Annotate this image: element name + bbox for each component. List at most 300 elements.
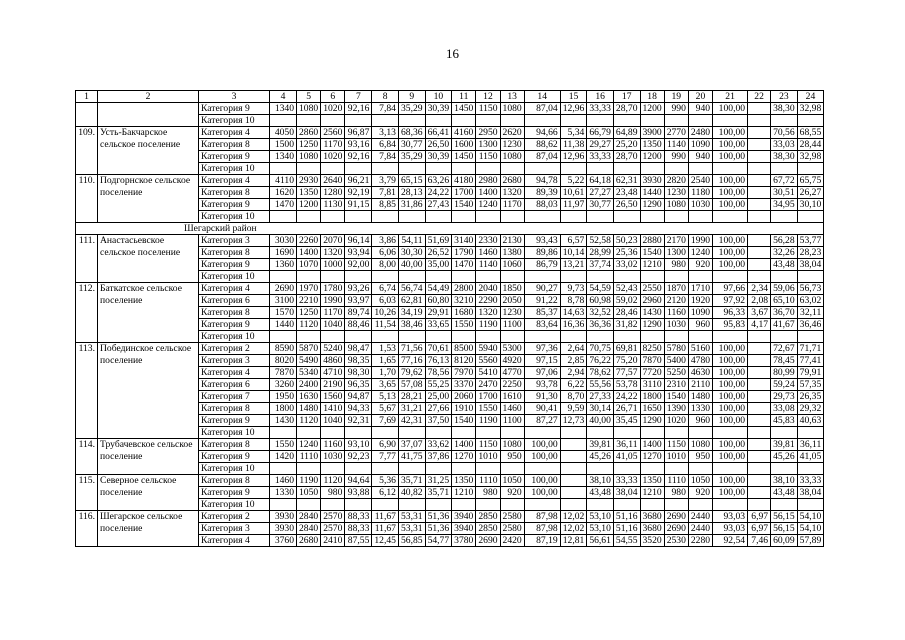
value-cell: 1440 xyxy=(270,319,297,331)
value-cell xyxy=(500,163,524,175)
value-cell: 2690 xyxy=(270,283,297,295)
value-cell xyxy=(476,211,500,223)
value-cell xyxy=(524,211,560,223)
value-cell: 2210 xyxy=(297,295,321,307)
value-cell: 4710 xyxy=(321,367,345,379)
value-cell: 27,33 xyxy=(587,391,614,403)
settlement-name: Усть-Бакчарское сельское поселение xyxy=(98,127,199,175)
value-cell: 1,70 xyxy=(372,367,399,379)
value-cell: 1080 xyxy=(664,199,688,211)
value-cell xyxy=(713,463,748,475)
category-cell: Категория 8 xyxy=(199,307,270,319)
value-cell: 87,04 xyxy=(524,151,560,163)
value-cell xyxy=(524,331,560,343)
value-cell xyxy=(640,163,664,175)
value-cell xyxy=(587,499,614,511)
value-cell: 1300 xyxy=(664,247,688,259)
value-cell: 100,00 xyxy=(524,475,560,487)
value-cell: 2440 xyxy=(688,523,712,535)
value-cell xyxy=(748,355,771,367)
value-cell: 54,77 xyxy=(425,535,452,547)
value-cell: 1400 xyxy=(452,439,476,451)
value-cell xyxy=(613,271,640,283)
table-row xyxy=(76,283,824,295)
value-cell xyxy=(640,115,664,127)
value-cell: 97,36 xyxy=(524,343,560,355)
value-cell: 7,84 xyxy=(372,151,399,163)
value-cell: 1430 xyxy=(640,307,664,319)
value-cell xyxy=(664,331,688,343)
value-cell: 63,26 xyxy=(425,175,452,187)
value-cell: 78,56 xyxy=(425,367,452,379)
value-cell xyxy=(270,115,297,127)
value-cell xyxy=(797,115,824,127)
category-cell: Категория 8 xyxy=(199,247,270,259)
value-cell: 5240 xyxy=(321,343,345,355)
value-cell xyxy=(425,331,452,343)
value-cell: 1150 xyxy=(476,151,500,163)
value-cell: 12,96 xyxy=(560,151,587,163)
value-cell xyxy=(452,331,476,343)
value-cell: 89,86 xyxy=(524,247,560,259)
value-cell xyxy=(321,271,345,283)
value-cell: 31,25 xyxy=(425,475,452,487)
value-cell: 1360 xyxy=(270,259,297,271)
value-cell: 77,57 xyxy=(613,367,640,379)
value-cell xyxy=(345,331,372,343)
value-cell: 12,02 xyxy=(560,523,587,535)
value-cell: 1610 xyxy=(500,391,524,403)
value-cell: 2280 xyxy=(688,535,712,547)
value-cell xyxy=(797,211,824,223)
value-cell: 24,22 xyxy=(613,391,640,403)
value-cell xyxy=(688,463,712,475)
value-cell: 1700 xyxy=(452,187,476,199)
value-cell: 2840 xyxy=(297,511,321,523)
value-cell: 8120 xyxy=(452,355,476,367)
value-cell: 10,14 xyxy=(560,247,587,259)
value-cell xyxy=(524,499,560,511)
value-cell: 1010 xyxy=(476,451,500,463)
value-cell: 41,67 xyxy=(771,319,798,331)
header-cell: 16 xyxy=(587,91,614,103)
header-cell: 9 xyxy=(398,91,425,103)
value-cell xyxy=(748,127,771,139)
value-cell: 1010 xyxy=(664,451,688,463)
value-cell: 1140 xyxy=(476,259,500,271)
value-cell xyxy=(398,499,425,511)
value-cell xyxy=(524,271,560,283)
value-cell: 100,00 xyxy=(713,151,748,163)
value-cell: 24,22 xyxy=(425,187,452,199)
value-cell xyxy=(587,211,614,223)
value-cell: 97,92 xyxy=(713,295,748,307)
value-cell: 11,54 xyxy=(372,319,399,331)
district-title: Шегарский район xyxy=(76,223,824,235)
value-cell xyxy=(452,115,476,127)
value-cell xyxy=(476,163,500,175)
value-cell: 1100 xyxy=(500,415,524,427)
district-row xyxy=(76,223,824,235)
header-row xyxy=(76,91,824,103)
value-cell: 53,31 xyxy=(398,511,425,523)
value-cell xyxy=(613,463,640,475)
value-cell: 28,99 xyxy=(587,247,614,259)
value-cell: 2070 xyxy=(321,235,345,247)
value-cell: 1990 xyxy=(321,295,345,307)
value-cell xyxy=(613,331,640,343)
value-cell xyxy=(500,427,524,439)
value-cell: 38,10 xyxy=(587,475,614,487)
value-cell: 38,04 xyxy=(613,487,640,499)
value-cell: 30,77 xyxy=(398,139,425,151)
value-cell xyxy=(560,463,587,475)
value-cell: 2410 xyxy=(321,535,345,547)
value-cell: 88,03 xyxy=(524,199,560,211)
value-cell: 2330 xyxy=(476,235,500,247)
value-cell: 8,85 xyxy=(372,199,399,211)
value-cell xyxy=(713,115,748,127)
value-cell: 1030 xyxy=(321,451,345,463)
value-cell: 29,32 xyxy=(797,403,824,415)
value-cell xyxy=(664,163,688,175)
value-cell: 88,33 xyxy=(345,511,372,523)
value-cell: 100,00 xyxy=(713,187,748,199)
value-cell xyxy=(771,331,798,343)
value-cell: 2850 xyxy=(476,511,500,523)
value-cell: 42,31 xyxy=(398,415,425,427)
value-cell xyxy=(587,427,614,439)
value-cell: 3930 xyxy=(270,523,297,535)
value-cell xyxy=(688,331,712,343)
value-cell: 11,97 xyxy=(560,199,587,211)
value-cell xyxy=(664,271,688,283)
value-cell xyxy=(425,427,452,439)
value-cell: 33,33 xyxy=(613,475,640,487)
value-cell xyxy=(748,151,771,163)
header-cell: 19 xyxy=(664,91,688,103)
value-cell: 35,45 xyxy=(613,415,640,427)
value-cell: 40,00 xyxy=(398,259,425,271)
value-cell: 45,83 xyxy=(771,415,798,427)
value-cell: 8020 xyxy=(270,355,297,367)
value-cell: 87,04 xyxy=(524,103,560,115)
value-cell: 1230 xyxy=(664,187,688,199)
value-cell: 1600 xyxy=(452,139,476,151)
value-cell: 30,39 xyxy=(425,151,452,163)
value-cell xyxy=(748,439,771,451)
value-cell: 2570 xyxy=(321,511,345,523)
value-cell xyxy=(398,331,425,343)
value-cell: 1060 xyxy=(500,259,524,271)
header-cell: 1 xyxy=(76,91,98,103)
value-cell: 1080 xyxy=(500,103,524,115)
value-cell: 990 xyxy=(664,151,688,163)
value-cell: 5300 xyxy=(500,343,524,355)
value-cell: 1330 xyxy=(688,403,712,415)
value-cell xyxy=(500,211,524,223)
value-cell: 64,18 xyxy=(587,175,614,187)
header-cell: 18 xyxy=(640,91,664,103)
value-cell xyxy=(524,427,560,439)
value-cell: 1410 xyxy=(321,403,345,415)
header-cell: 12 xyxy=(476,91,500,103)
value-cell: 70,61 xyxy=(425,343,452,355)
value-cell: 36,11 xyxy=(797,439,824,451)
value-cell xyxy=(372,331,399,343)
value-cell: 2540 xyxy=(688,175,712,187)
value-cell: 8,70 xyxy=(560,391,587,403)
value-cell: 30,30 xyxy=(398,247,425,259)
value-cell: 1290 xyxy=(640,319,664,331)
value-cell: 100,00 xyxy=(713,487,748,499)
settlement-number: 114. xyxy=(76,439,98,475)
value-cell: 6,97 xyxy=(748,511,771,523)
value-cell: 1970 xyxy=(297,283,321,295)
value-cell: 28,23 xyxy=(797,247,824,259)
value-cell: 7,46 xyxy=(748,535,771,547)
value-cell: 960 xyxy=(688,319,712,331)
header-cell: 23 xyxy=(771,91,798,103)
value-cell: 4630 xyxy=(688,367,712,379)
table-row xyxy=(76,127,824,139)
value-cell: 51,36 xyxy=(425,523,452,535)
value-cell: 34,19 xyxy=(398,307,425,319)
value-cell: 3,86 xyxy=(372,235,399,247)
table-row xyxy=(76,235,824,247)
value-cell xyxy=(688,427,712,439)
settlement-name: Северное сельское поселение xyxy=(98,475,199,511)
value-cell xyxy=(524,163,560,175)
value-cell: 1300 xyxy=(476,139,500,151)
value-cell: 36,46 xyxy=(797,319,824,331)
category-cell: Категория 10 xyxy=(199,463,270,475)
value-cell xyxy=(664,499,688,511)
value-cell xyxy=(587,463,614,475)
category-cell: Категория 9 xyxy=(199,103,270,115)
category-cell: Категория 8 xyxy=(199,403,270,415)
value-cell: 1570 xyxy=(270,307,297,319)
value-cell xyxy=(748,463,771,475)
value-cell: 5940 xyxy=(476,343,500,355)
value-cell: 70,75 xyxy=(587,343,614,355)
value-cell: 10,61 xyxy=(560,187,587,199)
value-cell xyxy=(560,439,587,451)
settlement-name xyxy=(98,103,199,127)
value-cell xyxy=(640,331,664,343)
value-cell: 3370 xyxy=(452,379,476,391)
value-cell: 40,63 xyxy=(797,415,824,427)
value-cell: 45,26 xyxy=(771,451,798,463)
value-cell: 38,30 xyxy=(771,103,798,115)
value-cell: 77,41 xyxy=(797,355,824,367)
value-cell: 40,00 xyxy=(587,415,614,427)
category-cell: Категория 9 xyxy=(199,415,270,427)
settlement-name: Шегарское сельское поселение xyxy=(98,511,199,547)
value-cell: 62,31 xyxy=(613,175,640,187)
value-cell: 1690 xyxy=(270,247,297,259)
value-cell xyxy=(476,115,500,127)
category-cell: Категория 9 xyxy=(199,259,270,271)
value-cell xyxy=(748,379,771,391)
value-cell xyxy=(771,271,798,283)
category-cell: Категория 10 xyxy=(199,499,270,511)
category-cell: Категория 4 xyxy=(199,175,270,187)
value-cell: 92,00 xyxy=(345,259,372,271)
value-cell: 79,91 xyxy=(797,367,824,379)
value-cell: 1400 xyxy=(640,439,664,451)
value-cell xyxy=(640,427,664,439)
value-cell: 92,54 xyxy=(713,535,748,547)
value-cell xyxy=(345,271,372,283)
value-cell: 53,10 xyxy=(587,523,614,535)
value-cell: 1320 xyxy=(321,247,345,259)
value-cell: 2060 xyxy=(452,391,476,403)
value-cell: 33,33 xyxy=(797,475,824,487)
value-cell: 1020 xyxy=(321,151,345,163)
value-cell xyxy=(297,163,321,175)
value-cell: 1550 xyxy=(476,403,500,415)
value-cell xyxy=(270,331,297,343)
value-cell: 1910 xyxy=(452,403,476,415)
value-cell xyxy=(664,211,688,223)
value-cell: 57,89 xyxy=(797,535,824,547)
value-cell: 6,57 xyxy=(560,235,587,247)
value-cell: 29,27 xyxy=(587,139,614,151)
value-cell: 1460 xyxy=(476,247,500,259)
value-cell: 3940 xyxy=(452,523,476,535)
value-cell: 2310 xyxy=(664,379,688,391)
value-cell: 5,36 xyxy=(372,475,399,487)
value-cell xyxy=(640,271,664,283)
value-cell: 28,13 xyxy=(398,187,425,199)
value-cell: 2480 xyxy=(688,127,712,139)
value-cell: 100,00 xyxy=(713,379,748,391)
value-cell: 56,28 xyxy=(771,235,798,247)
value-cell: 1200 xyxy=(640,103,664,115)
value-cell: 2770 xyxy=(664,127,688,139)
value-cell: 34,95 xyxy=(771,199,798,211)
value-cell: 38,04 xyxy=(797,487,824,499)
header-cell: 10 xyxy=(425,91,452,103)
value-cell: 2260 xyxy=(297,235,321,247)
value-cell: 2190 xyxy=(321,379,345,391)
value-cell: 1340 xyxy=(270,103,297,115)
value-cell xyxy=(398,115,425,127)
value-cell: 1110 xyxy=(476,475,500,487)
value-cell: 28,46 xyxy=(613,307,640,319)
value-cell: 6,74 xyxy=(372,283,399,295)
value-cell: 1120 xyxy=(297,415,321,427)
value-cell: 2570 xyxy=(321,523,345,535)
value-cell: 1420 xyxy=(270,451,297,463)
value-cell: 1540 xyxy=(664,391,688,403)
value-cell: 14,63 xyxy=(560,307,587,319)
category-cell: Категория 8 xyxy=(199,139,270,151)
value-cell: 1050 xyxy=(688,475,712,487)
value-cell xyxy=(748,259,771,271)
category-cell: Категория 7 xyxy=(199,391,270,403)
value-cell: 3680 xyxy=(640,511,664,523)
value-cell: 1050 xyxy=(500,475,524,487)
value-cell: 100,00 xyxy=(713,103,748,115)
value-cell xyxy=(587,271,614,283)
value-cell: 37,74 xyxy=(587,259,614,271)
value-cell: 1120 xyxy=(297,319,321,331)
value-cell xyxy=(688,211,712,223)
value-cell: 57,08 xyxy=(398,379,425,391)
value-cell: 33,03 xyxy=(771,139,798,151)
value-cell: 50,23 xyxy=(613,235,640,247)
value-cell xyxy=(297,499,321,511)
value-cell xyxy=(748,175,771,187)
value-cell: 9,59 xyxy=(560,403,587,415)
settlement-name: Подгорнское сельское поселение xyxy=(98,175,199,223)
value-cell: 88,62 xyxy=(524,139,560,151)
value-cell: 5400 xyxy=(664,355,688,367)
value-cell: 1460 xyxy=(500,403,524,415)
value-cell xyxy=(398,463,425,475)
value-cell: 78,62 xyxy=(587,367,614,379)
value-cell: 1320 xyxy=(500,187,524,199)
value-cell: 98,47 xyxy=(345,343,372,355)
value-cell xyxy=(476,463,500,475)
value-cell: 1290 xyxy=(640,415,664,427)
value-cell xyxy=(476,271,500,283)
category-cell: Категория 8 xyxy=(199,187,270,199)
value-cell: 92,23 xyxy=(345,451,372,463)
value-cell: 90,41 xyxy=(524,403,560,415)
value-cell: 23,48 xyxy=(613,187,640,199)
value-cell: 9,73 xyxy=(560,283,587,295)
value-cell: 2,08 xyxy=(748,295,771,307)
page-number: 16 xyxy=(446,46,459,61)
value-cell: 38,30 xyxy=(771,151,798,163)
value-cell: 940 xyxy=(688,103,712,115)
header-cell: 13 xyxy=(500,91,524,103)
value-cell: 93,78 xyxy=(524,379,560,391)
value-cell: 12,73 xyxy=(560,415,587,427)
value-cell: 32,11 xyxy=(797,307,824,319)
category-cell: Категория 4 xyxy=(199,127,270,139)
value-cell xyxy=(321,427,345,439)
value-cell: 1400 xyxy=(297,247,321,259)
value-cell: 2550 xyxy=(640,283,664,295)
value-cell xyxy=(270,427,297,439)
value-cell: 5560 xyxy=(476,355,500,367)
table-row xyxy=(76,511,824,523)
value-cell: 38,10 xyxy=(771,475,798,487)
value-cell: 89,74 xyxy=(345,307,372,319)
value-cell: 86,79 xyxy=(524,259,560,271)
value-cell: 100,00 xyxy=(713,367,748,379)
header-cell: 7 xyxy=(345,91,372,103)
value-cell: 53,78 xyxy=(613,379,640,391)
value-cell: 2880 xyxy=(640,235,664,247)
value-cell: 5780 xyxy=(664,343,688,355)
value-cell: 65,75 xyxy=(797,175,824,187)
value-cell: 1850 xyxy=(500,283,524,295)
value-cell: 5,67 xyxy=(372,403,399,415)
value-cell: 1160 xyxy=(321,439,345,451)
value-cell: 1,53 xyxy=(372,343,399,355)
value-cell xyxy=(270,211,297,223)
value-cell xyxy=(270,163,297,175)
value-cell: 12,02 xyxy=(560,511,587,523)
value-cell: 1700 xyxy=(476,391,500,403)
value-cell xyxy=(524,115,560,127)
value-cell: 1560 xyxy=(321,391,345,403)
